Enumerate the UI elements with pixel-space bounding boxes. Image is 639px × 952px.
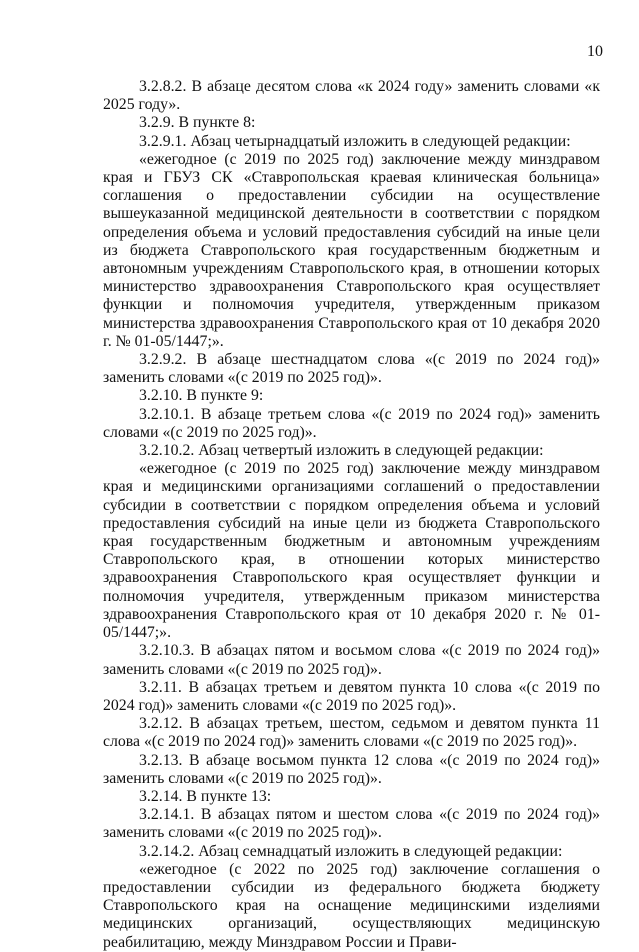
paragraph: 3.2.9. В пункте 8: [139, 114, 256, 132]
paragraph: 3.2.14.2. Абзац семнадцатый изложить в следующей редакции: [139, 842, 563, 860]
paragraph: 3.2.14. В пункте 13: [139, 787, 272, 805]
paragraph: 3.2.10.3. В абзацах пятом и восьмом слова «(с 2019 по 2024 год)» заменить словами «(с 2019 по 2025 год)». [103, 642, 600, 678]
paragraph: 3.2.9.1. Абзац четырнадцатый изложить в следующей редакции: [139, 132, 571, 150]
paragraph: 3.2.8.2. В абзаце десятом слова «к 2024 году» заменить словами «к 2025 году». [103, 78, 600, 114]
paragraph: 3.2.14.1. В абзацах пятом и шестом слова «(с 2019 по 2024 год)» заменить словами «(с 2019 по 2025 год)». [103, 806, 600, 842]
document-body [103, 78, 600, 952]
paragraph: 3.2.12. В абзацах третьем, шестом, седьмом и девятом пункта 11 слова «(с 2019 по 2024 год)» заменить словами «(с 2019 по 2025 год)». [103, 715, 600, 751]
paragraph: «ежегодное (с 2019 по 2025 год) заключение между минздравом края и ГБУЗ СК «Ставропольская краевая клиническая больница» соглашения о предоставлении субсидии на осуществление вышеуказанной медицинской деятельности в соответствии с порядком определения объема и условий предоставления субсидий на иные цели из бюджета Ставропольского края государственным бюджетным и автономным учреждениям Ставропольского края, в отношении которых министерство здравоохранения Ставропольского края осуществляет функции и полномочия учредителя, утвержденным приказом министерства здравоохранения Ставропольского края от 10 декабря 2020 г. № 01-05/1447;». [103, 150, 600, 350]
paragraph: 3.2.11. В абзацах третьем и девятом пункта 10 слова «(с 2019 по 2024 год)» заменить словами «(с 2019 по 2025 год)». [103, 678, 600, 714]
paragraph: «ежегодное (с 2019 по 2025 год) заключение между минздравом края и медицинскими организациями соглашений о предоставлении субсидии в соответствии с порядком определения объема и условий предоставления субсидий на иные цели из бюджета Ставропольского края государственным бюджетным и автономным учреждениям Ставропольского края, в отношении которых министерство здравоохранения Ставропольского края осуществляет функции и полномочия учредителя, утвержденным приказом министерства здравоохранения Ставропольского края от 10 декабря 2020 г. № 01-05/1447;». [103, 460, 600, 642]
paragraph: 3.2.10. В пункте 9: [139, 387, 264, 405]
paragraph: 3.2.9.2. В абзаце шестнадцатом слова «(с 2019 по 2024 год)» заменить словами «(с 2019 по 2025 год)». [103, 351, 600, 387]
paragraph: 3.2.13. В абзаце восьмом пункта 12 слова «(с 2019 по 2024 год)» заменить словами «(с 2019 по 2025 год)». [103, 751, 600, 787]
page-number: 10 [587, 43, 603, 60]
paragraph: «ежегодное (с 2022 по 2025 год) заключение соглашения о предоставлении субсидии из федерального бюджета бюджету Ставропольского края на оснащение медицинскими изделиями медицинских организаций, осуществляющих медицинскую реабилитацию, между Минздравом России и Прави- [103, 860, 600, 951]
paragraph: 3.2.10.1. В абзаце третьем слова «(с 2019 по 2024 год)» заменить словами «(с 2019 по 2025 год)». [103, 405, 600, 441]
paragraph: 3.2.10.2. Абзац четвертый изложить в следующей редакции: [139, 442, 544, 460]
